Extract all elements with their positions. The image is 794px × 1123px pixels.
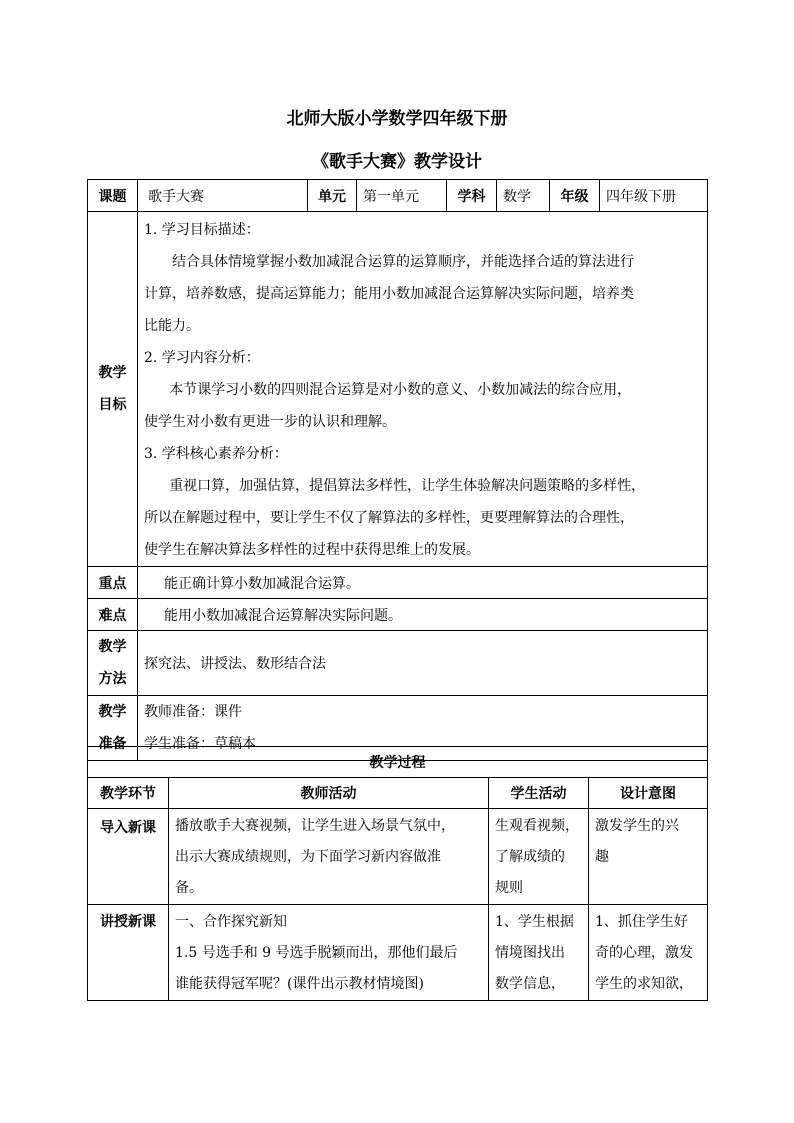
teacher-line: 备。 [175, 880, 203, 896]
key-point-value: 能正确计算小数加减混合运算。 [138, 567, 708, 599]
student-line: 生观看视频， [495, 818, 579, 834]
process-teacher-cell [169, 809, 489, 905]
col-intent-header: 设计意图 [589, 778, 708, 809]
difficulty-row [88, 599, 708, 631]
process-teacher-cell [169, 905, 489, 1001]
process-header-row [88, 778, 708, 809]
teacher-line: 1.5 号选手和 9 号选手脱颖而出，那他们最后 [175, 945, 458, 961]
grade-label: 年级 [550, 180, 600, 212]
goals-p3-line2: 所以在解题过程中，要让学生不仅了解算法的多样性，更要理解算法的合理性， [144, 510, 634, 526]
goals-p3-line3: 使学生在解决算法多样性的过程中获得思维上的发展。 [144, 542, 480, 558]
process-table [87, 746, 708, 1001]
teacher-line: 播放歌手大赛视频，让学生进入场景气氛中， [175, 818, 455, 834]
process-student-cell [489, 809, 589, 905]
prep-label-line1: 教学 [98, 704, 127, 720]
goals-heading-2: 2. 学习内容分析： [144, 350, 260, 366]
process-row [88, 809, 708, 905]
goals-label-line1: 教学 [98, 365, 127, 381]
goals-p1-line1: 结合具体情境掌握小数加减混合运算的运算顺序，并能选择合适的算法进行 [172, 254, 634, 270]
doc-subtitle: 《歌手大赛》教学设计 [312, 152, 482, 172]
key-point-row [88, 567, 708, 599]
method-label [88, 631, 138, 696]
goals-content [138, 212, 708, 567]
col-teacher-header: 教师活动 [169, 778, 489, 809]
student-line: 1、学生根据 [495, 914, 574, 930]
method-row [88, 631, 708, 696]
process-intent-cell [589, 809, 708, 905]
intent-line: 1、抓住学生好 [595, 914, 688, 930]
difficulty-label: 难点 [88, 599, 138, 631]
unit-label: 单元 [308, 180, 357, 212]
key-point-label: 重点 [88, 567, 138, 599]
student-line: 规则 [495, 880, 523, 896]
process-row [88, 905, 708, 1001]
doc-title: 北师大版小学数学四年级下册 [286, 109, 508, 129]
header-row [88, 180, 708, 212]
student-line: 情境图找出 [495, 945, 565, 961]
goals-row [88, 212, 708, 567]
topic-value: 歌手大赛 [138, 180, 308, 212]
goals-p3-line1: 重视口算，加强估算，提倡算法多样性，让学生体验解决问题策略的多样性， [169, 478, 646, 494]
goals-p1-line2: 计算，培养数感，提高运算能力；能用小数加减混合运算解决实际问题，培养类 [144, 286, 634, 302]
process-stage: 讲授新课 [88, 905, 169, 1001]
grade-value: 四年级下册 [600, 180, 708, 212]
method-label-line1: 教学 [98, 639, 127, 655]
col-student-header: 学生活动 [489, 778, 589, 809]
intent-line: 学生的求知欲， [595, 976, 693, 992]
goals-label-line2: 目标 [98, 397, 127, 413]
info-table [87, 179, 708, 761]
subject-label: 学科 [447, 180, 497, 212]
intent-line: 趣 [595, 849, 609, 865]
method-value: 探究法、讲授法、数形结合法 [138, 631, 708, 696]
subject-value: 数学 [497, 180, 550, 212]
process-stage: 导入新课 [88, 809, 169, 905]
goals-label [88, 212, 138, 567]
intent-line: 奇的心理，激发 [595, 945, 693, 961]
student-line: 数学信息， [495, 976, 565, 992]
goals-heading-3: 3. 学科核心素养分析： [144, 446, 288, 462]
intent-line: 激发学生的兴 [595, 818, 679, 834]
process-heading-row [88, 747, 708, 778]
teacher-line: 谁能获得冠军呢？(课件出示教材情境图) [175, 976, 424, 992]
difficulty-value: 能用小数加减混合运算解决实际问题。 [138, 599, 708, 631]
topic-label: 课题 [88, 180, 138, 212]
teacher-line: 出示大赛成绩规则，为下面学习新内容做准 [175, 849, 441, 865]
goals-p2-line1: 本节课学习小数的四则混合运算是对小数的意义、小数加减法的综合应用， [169, 382, 632, 398]
goals-heading-1: 1. 学习目标描述： [144, 222, 260, 238]
prep-student: 学生准备：草稿本 [144, 736, 256, 752]
unit-value: 第一单元 [357, 180, 447, 212]
prep-teacher: 教师准备：课件 [144, 704, 242, 720]
col-stage-header: 教学环节 [88, 778, 169, 809]
prep-label-line2: 准备 [98, 736, 127, 752]
process-intent-cell [589, 905, 708, 1001]
student-line: 了解成绩的 [495, 849, 565, 865]
teacher-line: 一、合作探究新知 [175, 914, 287, 930]
method-label-line2: 方法 [98, 671, 127, 687]
process-heading: 教学过程 [88, 747, 708, 778]
process-student-cell [489, 905, 589, 1001]
goals-p1-line3: 比能力。 [144, 318, 200, 334]
goals-p2-line2: 使学生对小数有更进一步的认识和理解。 [144, 414, 396, 430]
